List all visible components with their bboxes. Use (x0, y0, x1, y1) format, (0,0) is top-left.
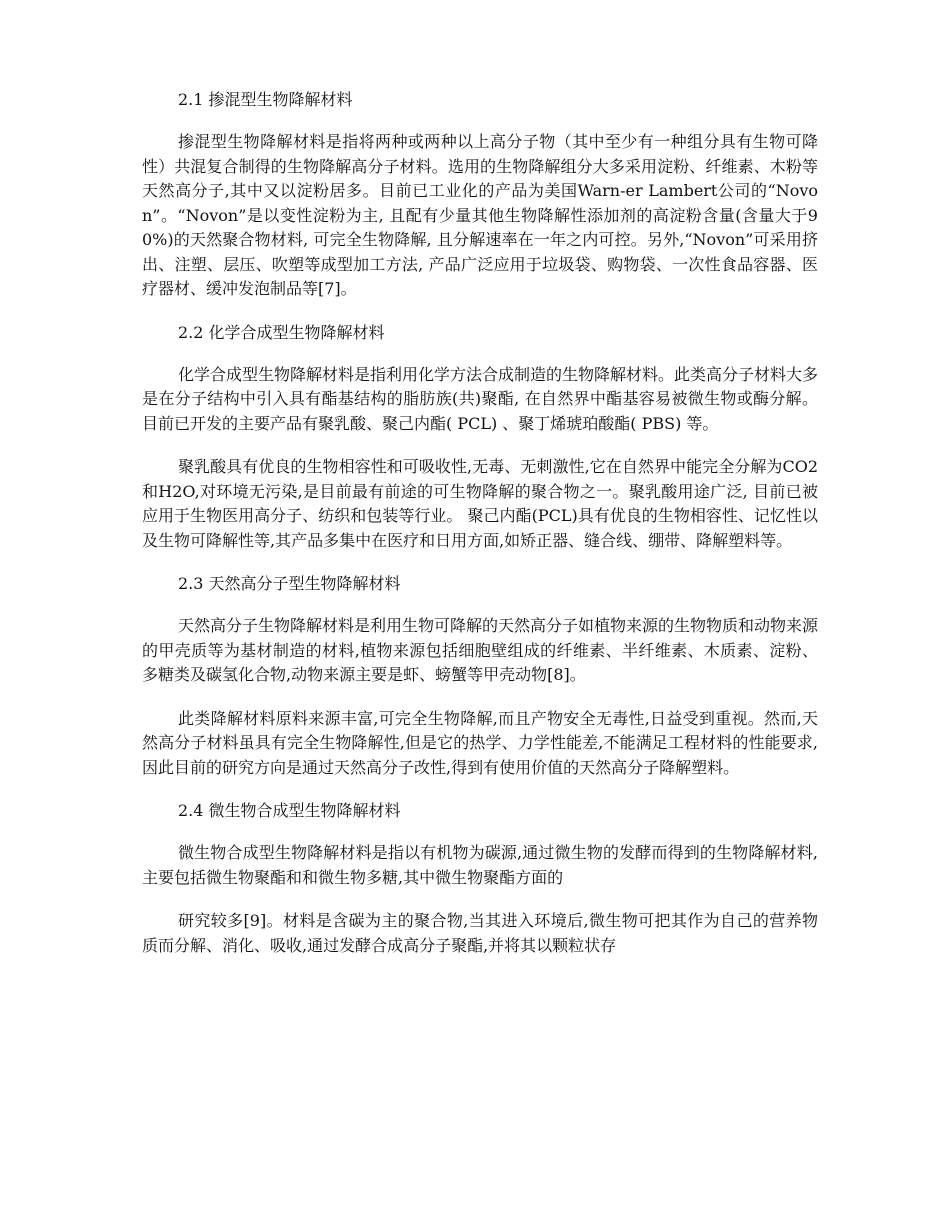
paragraph-natural-polymer-properties: 此类降解材料原料来源丰富,可完全生物降解,而且产物安全无毒性,日益受到重视。然而,天然高分子材料虽具有完全生物降解性,但是它的热学、力学性能差,不能满足工程材料的性能要求,因此目前的研究方向是通过天然高分子改性,得到有使用价值的天然高分子降解塑料。 (142, 708, 818, 777)
paragraph-chemical-synthesis: 化学合成型生物降解材料是指利用化学方法合成制造的生物降解材料。此类高分子材料大多是在分子结构中引入具有酯基结构的脂肪族(共)聚酯, 在自然界中酯基容易被微生物或酶分解。目前已开发的主要产品有聚乳酸、聚己内酯( PCL) 、聚丁烯琥珀酸酯( PBS) 等。 (142, 364, 819, 433)
document-page (142, 88, 818, 958)
section-heading-2-3: 2.3 天然高分子型生物降解材料 (178, 574, 401, 593)
section-heading-2-4: 2.4 微生物合成型生物降解材料 (178, 801, 401, 820)
paragraph-polylactic-acid: 聚乳酸具有优良的生物相容性和可吸收性,无毒、无刺激性,它在自然界中能完全分解为CO2和H2O,对环境无污染,是目前最有前途的可生物降解的聚合物之一。聚乳酸用途广泛, 目前已被应用于生物医用高分子、纺织和包装等行业。 聚己内酯(PCL)具有优良的生物相容性、记忆性以及生物可降解性等,其产品多集中在医疗和日用方面,如矫正器、缝合线、绷带、降解塑料等。 (142, 457, 818, 550)
paragraph-blended-materials: 掺混型生物降解材料是指将两种或两种以上高分子物（其中至少有一种组分具有生物可降性）共混复合制得的生物降解高分子材料。选用的生物降解组分大多采用淀粉、纤维素、木粉等天然高分子,其中又以淀粉居多。目前已工业化的产品为美国Warn-er Lambert公司的“Novon”。“Novon”是以变性淀粉为主, 且配有少量其他生物降解性添加剂的高淀粉含量(含量大于90%)的天然聚合物材料, 可完全生物降解, 且分解速率在一年之内可控。另外,“Novon”可采用挤出、注塑、层压、吹塑等成型加工方法, 产品广泛应用于垃圾袋、购物袋、一次性食品容器、医疗器材、缓冲发泡制品等[7]。 (142, 132, 818, 298)
paragraph-natural-polymer: 天然高分子生物降解材料是利用生物可降解的天然高分子如植物来源的生物物质和动物来源的甲壳质等为基材制造的材料,植物来源包括细胞壁组成的纤维素、半纤维素、木质素、淀粉、多糖类及碳氢化合物,动物来源主要是虾、螃蟹等甲壳动物[8]。 (142, 616, 819, 684)
paragraph-microbial-research: 研究较多[9]。材料是含碳为主的聚合物,当其进入环境后,微生物可把其作为自己的营养物质而分解、消化、吸收,通过发酵合成高分子聚酯,并将其以颗粒状存 (142, 911, 818, 955)
section-heading-2-2: 2.2 化学合成型生物降解材料 (178, 322, 385, 342)
paragraph-microbial-synthesis: 微生物合成型生物降解材料是指以有机物为碳源,通过微生物的发酵而得到的生物降解材料,主要包括微生物聚酯和和微生物多糖,其中微生物聚酯方面的 (142, 843, 818, 887)
section-heading-2-1: 2.1 掺混型生物降解材料 (178, 90, 353, 109)
